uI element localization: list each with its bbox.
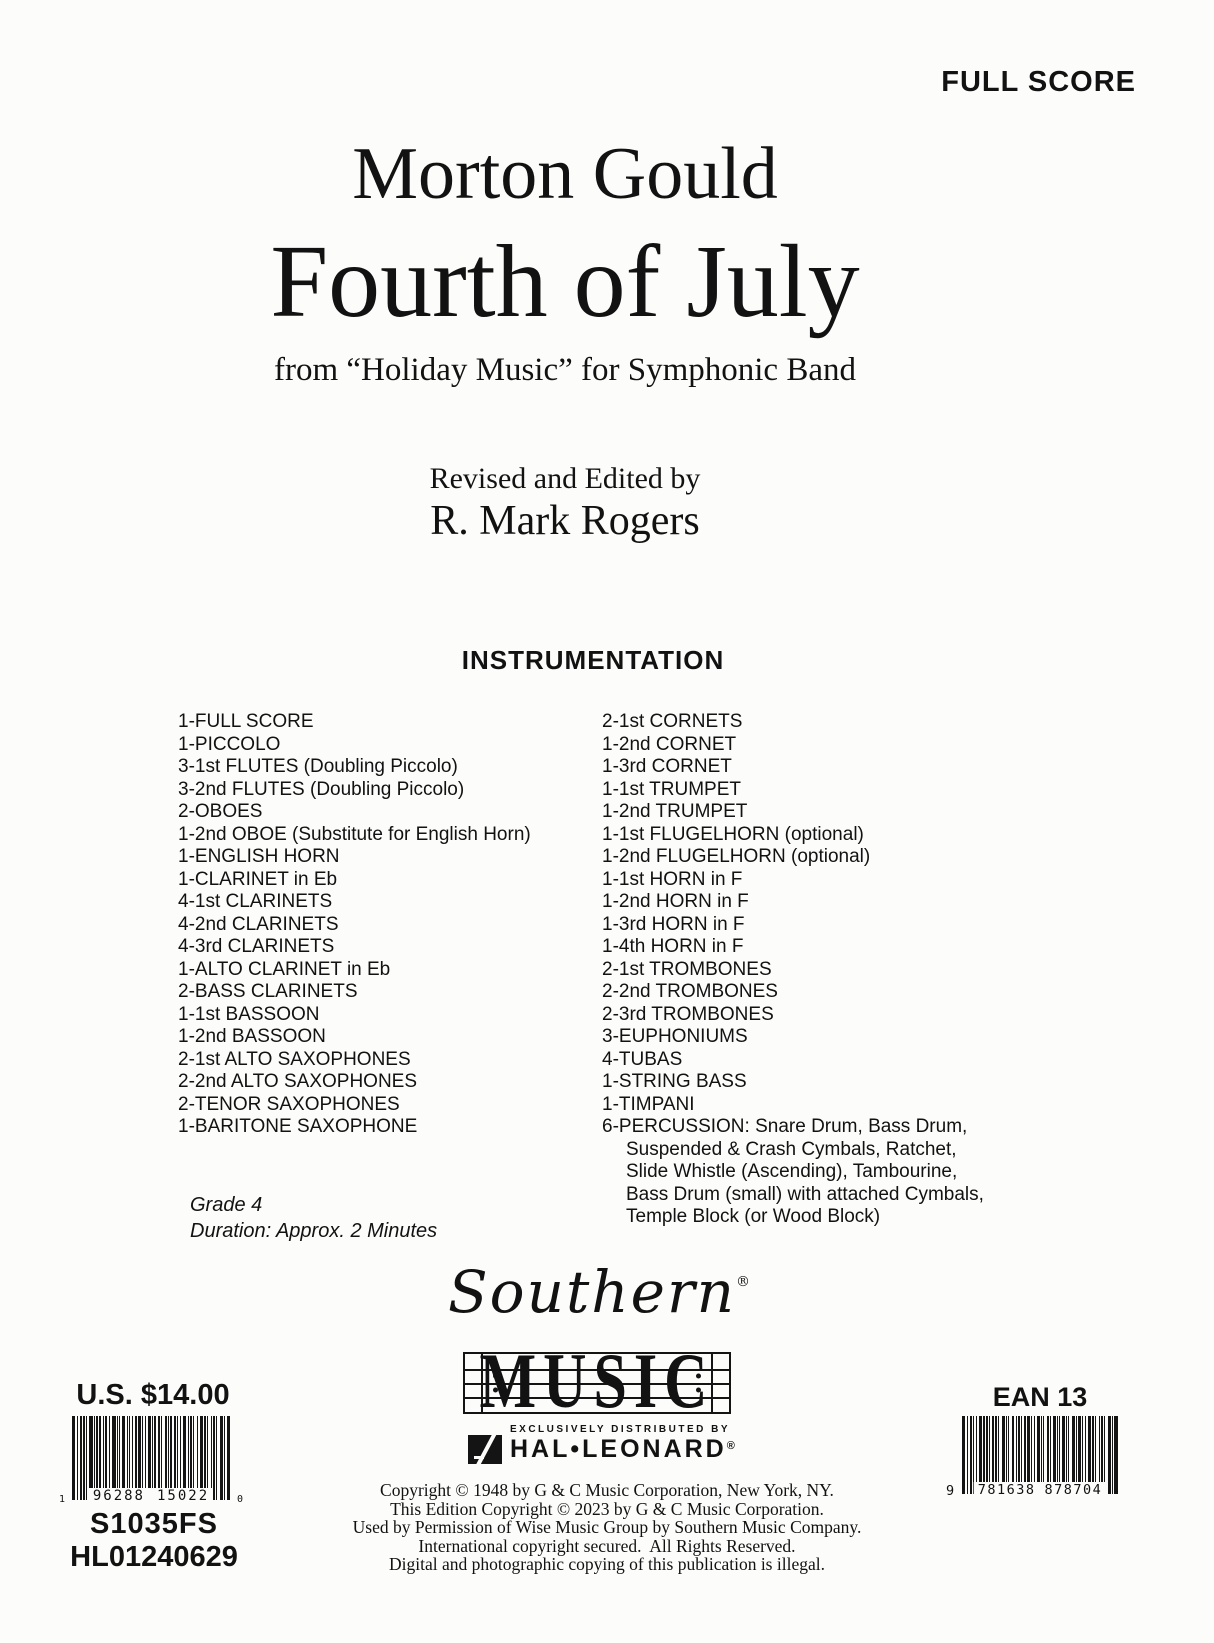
- instrumentation-item: 1-2nd BASSOON: [178, 1026, 326, 1047]
- instrumentation-item: 1-3rd CORNET: [602, 756, 732, 777]
- percussion-continuation-line: Slide Whistle (Ascending), Tambourine,: [626, 1161, 958, 1182]
- percussion-continuation-line: Temple Block (or Wood Block): [626, 1206, 881, 1227]
- copyright-line: Digital and photographic copying of this publication is illegal.: [389, 1554, 825, 1575]
- credit-line: Revised and Edited by: [429, 462, 701, 495]
- instrumentation-left-column: [178, 711, 531, 1139]
- instrumentation-right-column: [602, 711, 984, 1229]
- percussion-continuation-line: Suspended & Crash Cymbals, Ratchet,: [626, 1138, 957, 1160]
- composer-name: Morton Gould: [352, 133, 778, 215]
- instrumentation-item: 2-2nd ALTO SAXOPHONES: [178, 1071, 418, 1092]
- instrumentation-item: 1-1st BASSOON: [178, 1003, 320, 1025]
- distributed-by-label: EXCLUSIVELY DISTRIBUTED BY: [509, 1424, 731, 1435]
- instrumentation-item: 2-1st ALTO SAXOPHONES: [178, 1048, 411, 1070]
- hal-leonard-icon-slash: [474, 1435, 497, 1464]
- instrumentation-item: 1-2nd HORN in F: [602, 891, 749, 912]
- grade-duration-block: [190, 1192, 437, 1244]
- copyright-line: This Edition Copyright © 2023 by G & C Music Corporation.: [390, 1498, 824, 1519]
- instrumentation-item: 2-OBOES: [178, 801, 263, 822]
- instrumentation-right-list: [602, 711, 984, 1139]
- ean-digit-group: 878704: [1044, 1482, 1103, 1498]
- hal-leonard-text: HAL•LEONARD: [510, 1435, 727, 1463]
- instrumentation-item: 1-ALTO CLARINET in Eb: [178, 958, 391, 980]
- ean13-barcode: [946, 1416, 1118, 1499]
- instrumentation-item: 2-BASS CLARINETS: [178, 981, 358, 1002]
- instrumentation-item: 3-2nd FLUTES (Doubling Piccolo): [178, 778, 465, 800]
- catalog-number: S1035FS: [90, 1508, 218, 1540]
- instrumentation-item: 4-3rd CLARINETS: [178, 936, 335, 957]
- upc-digit-group: 15022: [157, 1488, 210, 1504]
- instrumentation-item: 1-ENGLISH HORN: [178, 846, 340, 867]
- instrumentation-item: 1-PICCOLO: [178, 733, 281, 755]
- southern-script-text: Southern: [447, 1258, 737, 1326]
- southern-music-logo-staff-box: [463, 1338, 731, 1425]
- instrumentation-item: 1-1st HORN in F: [602, 868, 743, 890]
- piece-title: Fourth of July: [270, 224, 860, 339]
- instrumentation-item: 3-EUPHONIUMS: [602, 1026, 748, 1047]
- instrumentation-item: 1-2nd OBOE (Substitute for English Horn): [178, 823, 531, 845]
- hal-leonard-number: HL01240629: [70, 1541, 238, 1573]
- registered-mark: ®: [736, 1274, 753, 1290]
- southern-music-logo-script: [0, 1258, 1200, 1326]
- instrumentation-heading: INSTRUMENTATION: [461, 645, 725, 675]
- hal-leonard-icon: [468, 1435, 502, 1464]
- editor-name: R. Mark Rogers: [430, 498, 700, 544]
- copyright-line: Copyright © 1948 by G & C Music Corporation, New York, NY.: [380, 1480, 834, 1500]
- instrumentation-item: 2-2nd TROMBONES: [602, 981, 778, 1002]
- copyright-line: Used by Permission of Wise Music Group by Southern Music Company.: [352, 1517, 862, 1538]
- ean-digits: [974, 1482, 1107, 1498]
- hal-leonard-wordmark: [510, 1435, 738, 1464]
- registered-mark: ®: [726, 1440, 738, 1452]
- instrumentation-item: 4-2nd CLARINETS: [178, 913, 339, 935]
- upc-digit-left: 1: [59, 1494, 66, 1505]
- instrumentation-item: 2-3rd TROMBONES: [602, 1003, 774, 1025]
- instrumentation-item: 3-1st FLUTES (Doubling Piccolo): [178, 756, 458, 777]
- hal-leonard-icon-notch: [474, 1456, 484, 1459]
- instrumentation-item: 1-STRING BASS: [602, 1071, 747, 1092]
- hal-leonard-logo: [468, 1435, 738, 1464]
- ean13-label: EAN 13: [992, 1382, 1088, 1412]
- instrumentation-item: 1-CLARINET in Eb: [178, 868, 338, 890]
- instrumentation-item: 1-FULL SCORE: [178, 711, 314, 732]
- instrumentation-item: 4-TUBAS: [602, 1048, 683, 1070]
- instrumentation-item: 2-TENOR SAXOPHONES: [178, 1093, 400, 1115]
- music-wordmark: MUSIC: [479, 1338, 715, 1425]
- grade-label: Grade 4: [190, 1194, 263, 1216]
- percussion-continuation: [602, 1139, 984, 1229]
- instrumentation-item: 1-4th HORN in F: [602, 936, 744, 957]
- ean-digit-group: 781638: [977, 1482, 1036, 1498]
- upc-digits: [89, 1488, 213, 1504]
- instrumentation-item: 4-1st CLARINETS: [178, 891, 333, 912]
- instrumentation-item: 2-1st CORNETS: [602, 711, 743, 732]
- copyright-line: International copyright secured. All Rights Reserved.: [418, 1535, 796, 1556]
- instrumentation-item: 1-TIMPANI: [602, 1093, 695, 1115]
- instrumentation-item: 1-1st FLUGELHORN (optional): [602, 823, 864, 845]
- instrumentation-item: 1-BARITONE SAXOPHONE: [178, 1116, 418, 1137]
- upc-digit-right: 0: [236, 1494, 243, 1505]
- instrumentation-item: 1-3rd HORN in F: [602, 913, 745, 935]
- upc-digit-group: 96288: [92, 1488, 145, 1504]
- instrumentation-item: 1-2nd TRUMPET: [602, 801, 748, 822]
- upc-barcode: [59, 1416, 243, 1505]
- instrumentation-item: 1-2nd FLUGELHORN (optional): [602, 846, 871, 867]
- instrumentation-item: 1-2nd CORNET: [602, 733, 737, 755]
- instrumentation-item: 1-1st TRUMPET: [602, 778, 742, 800]
- full-score-label: FULL SCORE: [941, 66, 1136, 98]
- instrumentation-item: 6-PERCUSSION: Snare Drum, Bass Drum,: [602, 1116, 968, 1137]
- price-label: U.S. $14.00: [76, 1379, 230, 1411]
- duration-label: Duration: Approx. 2 Minutes: [190, 1220, 438, 1242]
- ean-lead-digit: 9: [946, 1483, 955, 1499]
- piece-subtitle: from “Holiday Music” for Symphonic Band: [274, 352, 856, 388]
- instrumentation-item: 2-1st TROMBONES: [602, 958, 772, 980]
- percussion-continuation-line: Bass Drum (small) with attached Cymbals,: [626, 1183, 984, 1205]
